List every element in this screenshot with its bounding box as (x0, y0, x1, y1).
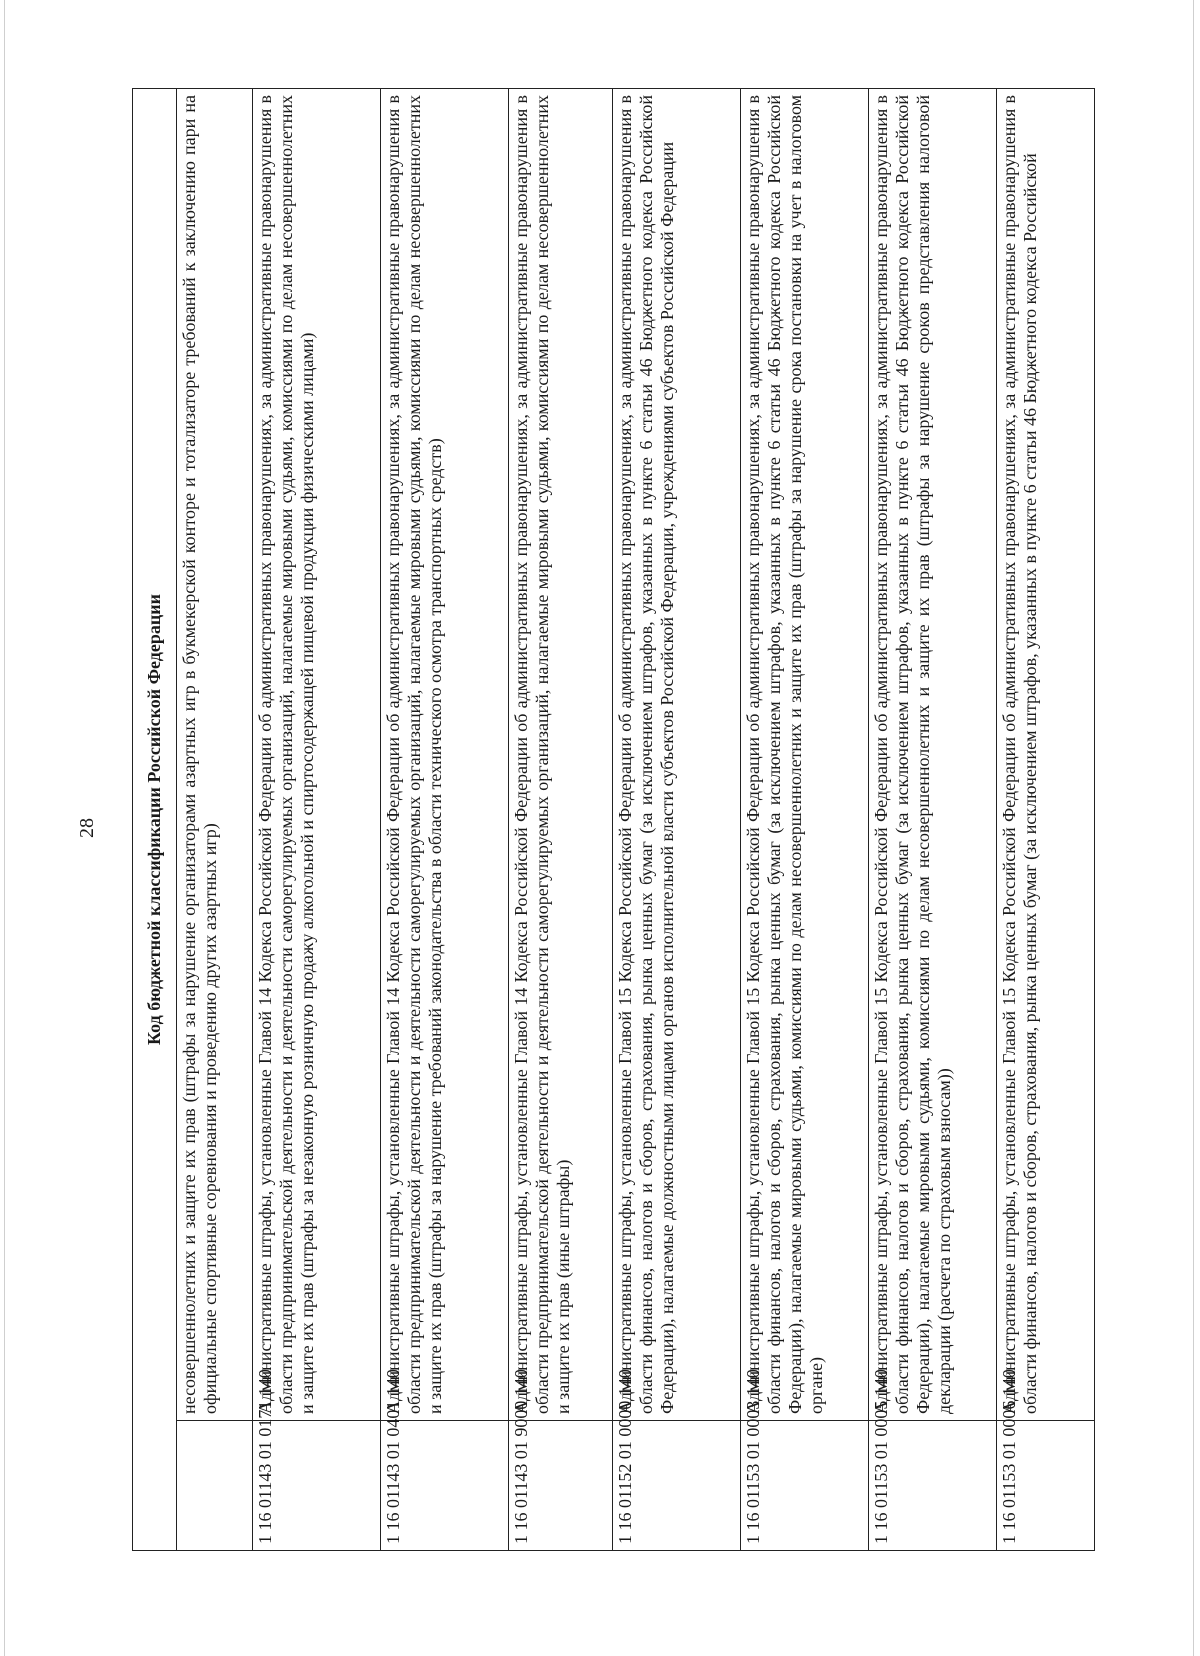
description-cell: Административные штрафы, установленные Главой 15 Кодекса Российской Федерации об административных правонарушениях, за административные правонарушения в области финансов, налогов и сборов, страхования, рынка ценных бумаг (за исключением штрафов, указанных в пункте 6 статьи 46 Бюджетного кодекса Российской Федерации), налагаемые мировыми судьями, комиссиями по делам несовершеннолетних и защите их прав (штрафы за нарушение сроков представления налоговой декларации (расчета по страховым взносам)) (869, 88, 997, 1420)
description-cell: Административные штрафы, установленные Главой 15 Кодекса Российской Федерации об административных правонарушениях, за административные правонарушения в области финансов, налогов и сборов, страхования, рынка ценных бумаг (за исключением штрафов, указанных в пункте 6 статьи 46 Бюджетного кодекса Российской (997, 88, 1095, 1420)
table-row (869, 88, 997, 1550)
rotated-table-container (132, 89, 1094, 1551)
code-cell: 1 16 01143 01 9000 140 (509, 1421, 613, 1551)
description-cell: несовершеннолетних и защите их прав (штрафы за нарушение организаторами азартных игр в букмекерской конторе и тотализаторе требований к заключению пари на официальные спортивные соревнования и проведению других азартных игр) (177, 88, 253, 1420)
scan-edge-left (4, 0, 5, 1656)
table-header-row (133, 88, 177, 1550)
description-cell: Административные штрафы, установленные Главой 14 Кодекса Российской Федерации об административных правонарушениях, за административные правонарушения в области предпринимательской деятельности и деятельности саморегулируемых организаций, налагаемые мировыми судьями, комиссиями по делам несовершеннолетних и защите их прав (штрафы за незаконную розничную продажу алкогольной и спиртосодержащей пищевой продукции физическими лицами) (253, 88, 381, 1420)
code-cell (177, 1421, 253, 1551)
description-cell: Административные штрафы, установленные Главой 14 Кодекса Российской Федерации об административных правонарушениях, за административные правонарушения в области предпринимательской деятельности и деятельности саморегулируемых организаций, налагаемые мировыми судьями, комиссиями по делам несовершеннолетних и защите их прав (штрафы за нарушение требований законодательства в области технического осмотра транспортных средств) (381, 88, 509, 1420)
description-cell: Административные штрафы, установленные Главой 15 Кодекса Российской Федерации об административных правонарушениях, за административные правонарушения в области финансов, налогов и сборов, страхования, рынка ценных бумаг (за исключением штрафов, указанных в пункте 6 статьи 46 Бюджетного кодекса Российской Федерации), налагаемые должностными лицами органов исполнительной власти субъектов Российской Федерации, учреждениями субъектов Российской Федерации (613, 88, 741, 1420)
table-row (381, 88, 509, 1550)
table-row (741, 88, 869, 1550)
budget-classification-table (132, 88, 1095, 1551)
code-cell: 1 16 01143 01 0401 140 (381, 1421, 509, 1551)
table-row (613, 88, 741, 1550)
code-cell: 1 16 01153 01 0003 140 (741, 1421, 869, 1551)
table-header: Код бюджетной классификации Российской Федерации (133, 88, 177, 1550)
table-row (253, 88, 381, 1550)
description-cell: Административные штрафы, установленные Главой 15 Кодекса Российской Федерации об административных правонарушениях, за административные правонарушения в области финансов, налогов и сборов, страхования, рынка ценных бумаг (за исключением штрафов, указанных в пункте 6 статьи 46 Бюджетного кодекса Российской Федерации), налагаемые мировыми судьями, комиссиями по делам несовершеннолетних и защите их прав (штрафы за нарушение срока постановки на учет в налоговом органе) (741, 88, 869, 1420)
code-cell: 1 16 01152 01 0000 140 (613, 1421, 741, 1551)
table-row (509, 88, 613, 1550)
table-row (177, 88, 253, 1550)
code-cell: 1 16 01143 01 0171 140 (253, 1421, 381, 1551)
page-number: 28 (76, 818, 98, 838)
code-cell: 1 16 01153 01 0006 140 (997, 1421, 1095, 1551)
scan-edge-right (1193, 0, 1194, 1656)
code-cell: 1 16 01153 01 0005 140 (869, 1421, 997, 1551)
description-cell: Административные штрафы, установленные Главой 14 Кодекса Российской Федерации об административных правонарушениях, за административные правонарушения в области предпринимательской деятельности и деятельности саморегулируемых организаций, налагаемые мировыми судьями, комиссиями по делам несовершеннолетних и защите их прав (иные штрафы) (509, 88, 613, 1420)
table-row (997, 88, 1095, 1550)
